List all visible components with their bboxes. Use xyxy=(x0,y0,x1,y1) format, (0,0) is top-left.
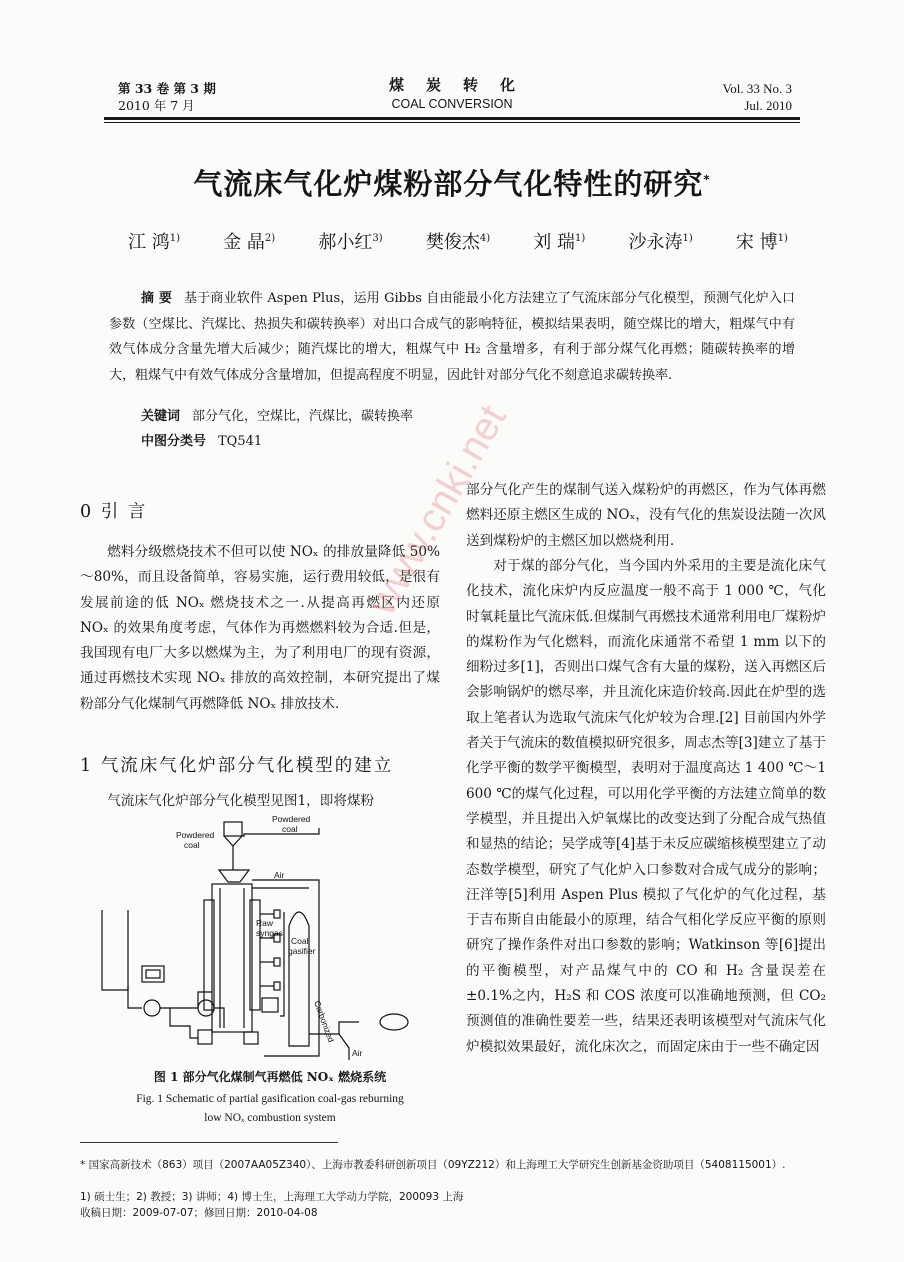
classification-label: 中图分类号 xyxy=(141,434,207,449)
label-coal-gasifier-2: gasifier xyxy=(288,946,316,956)
author xyxy=(128,228,180,254)
author-affiliation-mark: 4) xyxy=(479,233,491,244)
watermark: www.cnki.net xyxy=(360,397,515,622)
author-name: 沙永涛 xyxy=(628,232,683,253)
volume-issue: 第 33 卷 第 3 期 xyxy=(118,81,216,96)
author-name: 刘 瑞 xyxy=(533,232,576,253)
label-air-top: Air xyxy=(274,870,285,880)
issue-date-cn: 2010 年 7 月 xyxy=(118,98,195,113)
keywords-label: 关键词 xyxy=(141,409,181,424)
system-schematic xyxy=(94,816,454,1062)
author xyxy=(628,228,692,254)
author-name: 江 鸿 xyxy=(128,232,170,253)
model-paragraph: 气流床气化炉部分气化模型见图1，即将煤粉 xyxy=(107,793,375,809)
label-powdered-coal-top-1: Powdered xyxy=(272,816,311,824)
label-powdered-coal-left-2: coal xyxy=(184,840,200,850)
journal-issue-en xyxy=(723,80,792,114)
label-raw-syngas-1: Raw xyxy=(256,918,274,928)
author-name: 宋 博 xyxy=(735,232,778,253)
abstract xyxy=(109,286,795,388)
author-affiliation-mark: 1) xyxy=(575,233,586,244)
author-name: 郝小红 xyxy=(318,232,373,253)
author-affiliation-mark: 1) xyxy=(682,233,693,244)
author-affiliation-mark: 2) xyxy=(264,233,276,244)
author xyxy=(426,228,490,254)
paper-title-text: 气流床气化炉煤粉部分气化特性的研究 xyxy=(193,167,704,201)
author-name: 樊俊杰 xyxy=(425,232,480,253)
header-rule-thick xyxy=(104,117,800,120)
section-heading-intro: 0 引 言 xyxy=(80,502,148,522)
right-paragraph-1: 部分气化产生的煤制气送入煤粉炉的再燃区，作为气体再燃燃料还原主燃区生成的 NOₓ，没有气化的焦炭设法随一次风送到煤粉炉的主燃区加以燃烧利用. xyxy=(466,482,826,549)
air-blower xyxy=(380,1014,408,1030)
section-heading-model: 1 气流床气化炉部分气化模型的建立 xyxy=(80,756,394,776)
classification-code: TQ541 xyxy=(218,434,263,449)
monitor-box xyxy=(142,966,164,982)
classification xyxy=(141,430,262,449)
volume-issue-en: Vol. 33 No. 3 xyxy=(722,81,792,96)
journal-name-cn: 煤炭转化 xyxy=(388,76,537,94)
author-affiliation-mark: 3) xyxy=(372,233,383,244)
figure-caption-en-line2: low NOₓ combustion system xyxy=(204,1112,336,1124)
author-affiliation-mark: 1) xyxy=(169,233,180,244)
footnote-rule xyxy=(80,1142,338,1143)
author-list xyxy=(128,228,788,254)
author xyxy=(533,228,585,254)
footnote-dates: 收稿日期：2009-07-07；修回日期：2010-04-08 xyxy=(80,1207,318,1219)
footnote-funding: * 国家高新技术（863）项目（2007AA05Z340）、上海市教委科研创新项目（09YZ212）和上海理工大学研究生创新基金资助项目（5408115001）. xyxy=(80,1159,786,1171)
figure-caption-en xyxy=(80,1090,460,1128)
label-coal-gasifier-1: Coal xyxy=(291,936,309,946)
author xyxy=(318,228,382,254)
label-air-bottom: Air xyxy=(352,1048,363,1058)
figure-caption-cn: 图 1 部分气化煤制气再燃低 NOₓ 燃烧系统 xyxy=(153,1070,387,1084)
right-paragraph-2: 对于煤的部分气化，当今国内外采用的主要是流化床气化技术，流化床炉内反应温度一般不高于 1 000 ℃，气化时氧耗量比气流床低.但煤制气再燃技术通常利用电厂煤粉炉的煤粉作为气化燃料，而流化床通常不希望 1 mm 以下的细粉过多[1]，否则出口煤气含有大量的煤粉，送入再燃区后会影响锅炉的燃尽率，并且流化床造价较高.因此在炉型的选取上笔者认为选取气流床气化炉较为合理.[2] 目前国内外学者关于气流床的数值模拟研究很多，周志杰等[3]建立了基于化学平衡的数学平衡模型，表明对于温度高达 1 400 ℃～1 600 ℃的煤气化过程，可以用化学平衡的方法建立简单的数学模型，并且提出入炉氧煤比的改变达到了分配合成气热值和显热的结论；吴学成等[4]基于未反应碳缩核模型建立了动态数学模型，研究了气化炉入口参数对合成气成分的影响；汪洋等[5]利用 Aspen Plus 模拟了气化炉的气化过程，基于吉布斯自由能最小的原理，结合气相化学反应平衡的原则研究了操作条件对出口参数的影响；Watkinson 等[6]提出的平衡模型，对产品煤气中的 CO 和 H₂ 含量误差在±0.1%之内，H₂S 和 COS 浓度可以准确地预测，但 CO₂ 预测值的准确性要差一些，结果还表明该模型对气流床气化炉模拟效果最好，流化床次之，而固定床由于一些不确定因 xyxy=(466,558,826,1055)
author xyxy=(223,228,275,254)
label-carbonized: Carbonized xyxy=(312,999,337,1044)
label-raw-syngas-2: syngas xyxy=(256,928,283,938)
label-powdered-coal-left-1: Powdered xyxy=(176,830,215,840)
boiler xyxy=(212,884,252,1032)
figure-caption-en-line1: Fig. 1 Schematic of partial gasification coal-gas reburning xyxy=(136,1093,404,1105)
paper-title xyxy=(0,162,904,203)
coal-gasifier xyxy=(289,912,309,1046)
header-rule-thin xyxy=(104,122,800,123)
abstract-label: 摘 要 xyxy=(141,291,173,306)
keywords xyxy=(141,405,413,424)
coal-hopper-top xyxy=(224,822,242,836)
title-footnote-mark: * xyxy=(703,172,711,187)
label-powdered-coal-top-2: coal xyxy=(282,824,298,834)
fan-left xyxy=(144,1000,160,1016)
keywords-text: 部分气化，空煤比，汽煤比，碳转换率 xyxy=(192,409,414,424)
footnote-affiliations: 1) 硕士生；2) 教授；3) 讲师；4) 博士生，上海理工大学动力学院，200093 上海 xyxy=(80,1191,464,1203)
author-affiliation-mark: 1) xyxy=(777,233,788,244)
journal-name-en: COAL CONVERSION xyxy=(391,97,513,111)
author xyxy=(736,228,788,254)
issue-date-en: Jul. 2010 xyxy=(744,98,792,113)
chimney xyxy=(102,910,128,990)
author-name: 金 晶 xyxy=(223,232,265,253)
abstract-text: 基于商业软件 Aspen Plus，运用 Gibbs 自由能最小化方法建立了气流床部分气化模型，预测气化炉入口参数（空煤比、汽煤比、热损失和碳转换率）对出口合成气的影响特征，模拟结果表明，随空煤比的增大，粗煤气中有效气体成分含量先增大后减少；随汽煤比的增大，粗煤气中 H₂ 含量增多，有利于部分煤气化再燃；随碳转换率的增大，粗煤气中有效气体成分含量增加，但提高程度不明显，因此针对部分气化不刻意追求碳转换率. xyxy=(109,291,795,383)
intro-paragraph: 燃料分级燃烧技术不但可以使 NOₓ 的排放量降低 50%～80%，而且设备简单，容易实施，运行费用较低，是很有发展前途的低 NOₓ 燃烧技术之一.从提高再燃区内还原 NOₓ 的效果角度考虑，气体作为再燃燃料较为合适.但是，我国现有电厂大多以燃煤为主，为了利用电厂的现有资源，通过再燃技术实现 NOₓ 排放的高效控制，本研究提出了煤粉部分气化煤制气再燃降低 NOₓ 排放技术. xyxy=(80,544,440,712)
